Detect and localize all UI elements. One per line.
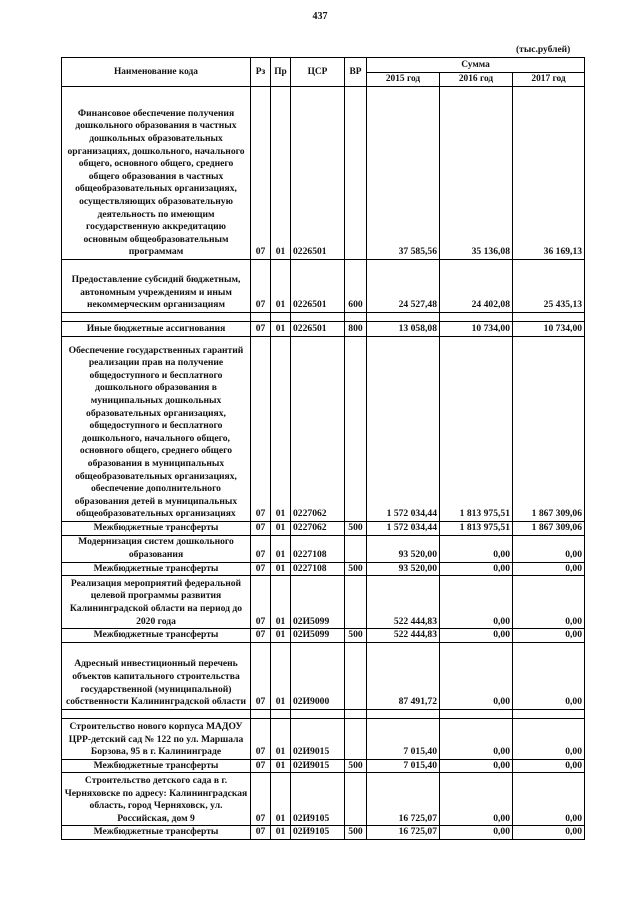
row-vr bbox=[345, 535, 367, 562]
row-rz: 07 bbox=[251, 535, 271, 562]
table-row bbox=[62, 562, 585, 576]
row-2017: 1 867 309,06 bbox=[513, 337, 585, 522]
header-pr: Пр bbox=[271, 58, 291, 87]
row-2016: 24 402,08 bbox=[440, 260, 513, 313]
row-pr: 01 bbox=[271, 718, 291, 759]
row-pr: 01 bbox=[271, 322, 291, 337]
header-year-2015: 2015 год bbox=[367, 73, 440, 87]
row-rz: 07 bbox=[251, 718, 271, 759]
row-rz: 07 bbox=[251, 642, 271, 709]
row-2015: 87 491,72 bbox=[367, 642, 440, 709]
row-csr: 0227108 bbox=[291, 535, 345, 562]
row-rz: 07 bbox=[251, 562, 271, 576]
table-row bbox=[62, 260, 585, 313]
row-vr: 500 bbox=[345, 629, 367, 643]
row-2017: 10 734,00 bbox=[513, 322, 585, 337]
row-2017: 0,00 bbox=[513, 642, 585, 709]
row-2016: 0,00 bbox=[440, 629, 513, 643]
row-rz: 07 bbox=[251, 826, 271, 840]
row-rz: 07 bbox=[251, 337, 271, 522]
row-pr: 01 bbox=[271, 759, 291, 773]
row-vr: 500 bbox=[345, 759, 367, 773]
row-vr bbox=[345, 87, 367, 260]
row-rz: 07 bbox=[251, 773, 271, 826]
table-row bbox=[62, 773, 585, 826]
row-csr: 0227062 bbox=[291, 337, 345, 522]
row-2015: 13 058,08 bbox=[367, 322, 440, 337]
row-2016: 0,00 bbox=[440, 826, 513, 840]
row-vr: 800 bbox=[345, 322, 367, 337]
row-pr: 01 bbox=[271, 826, 291, 840]
page-number: 437 bbox=[312, 11, 328, 22]
table-row bbox=[62, 522, 585, 536]
row-2015: 93 520,00 bbox=[367, 562, 440, 576]
table-row bbox=[62, 759, 585, 773]
row-pr: 01 bbox=[271, 629, 291, 643]
row-2016: 0,00 bbox=[440, 562, 513, 576]
row-2016: 0,00 bbox=[440, 642, 513, 709]
row-csr: 02И9105 bbox=[291, 773, 345, 826]
header-year-2017: 2017 год bbox=[513, 73, 585, 87]
header-year-2016: 2016 год bbox=[440, 73, 513, 87]
header-csr: ЦСР bbox=[291, 58, 345, 87]
row-name: Межбюджетные трансферты bbox=[62, 522, 251, 536]
row-pr: 01 bbox=[271, 642, 291, 709]
row-vr: 600 bbox=[345, 260, 367, 313]
row-2017: 0,00 bbox=[513, 718, 585, 759]
row-name: Обеспечение государственных гарантий реализации прав на получение общедоступного и бесплатного дошкольного образования в муниципальных дошкольных образовательных организациях, общедоступного и бесплатного дошкольного, начального общего, основного общего, среднего общего образования в муниципальных общеобразовательных организациях, обеспечение дополнительного образования детей в муниципальных общеобразовательных организациях bbox=[62, 337, 251, 522]
row-rz: 07 bbox=[251, 87, 271, 260]
row-csr: 02И9015 bbox=[291, 718, 345, 759]
row-2017: 0,00 bbox=[513, 576, 585, 629]
row-rz: 07 bbox=[251, 576, 271, 629]
row-csr: 02И5099 bbox=[291, 629, 345, 643]
table-row bbox=[62, 535, 585, 562]
budget-table bbox=[61, 57, 585, 840]
row-rz: 07 bbox=[251, 260, 271, 313]
row-2015: 16 725,07 bbox=[367, 773, 440, 826]
row-2016: 1 813 975,51 bbox=[440, 522, 513, 536]
row-pr: 01 bbox=[271, 773, 291, 826]
row-2015: 16 725,07 bbox=[367, 826, 440, 840]
row-name: Межбюджетные трансферты bbox=[62, 562, 251, 576]
row-name: Финансовое обеспечение получения дошкольного образования в частных дошкольных образовательных организациях, дошкольного, начального общего, основного общего, среднего общего образования в частных общеобразовательных организациях, осуществляющих образовательную деятельность по имеющим государственную аккредитацию основным общеобразовательным программам bbox=[62, 87, 251, 260]
row-2016: 0,00 bbox=[440, 718, 513, 759]
row-2016: 35 136,08 bbox=[440, 87, 513, 260]
row-2016: 10 734,00 bbox=[440, 322, 513, 337]
row-name: Межбюджетные трансферты bbox=[62, 759, 251, 773]
row-2017: 0,00 bbox=[513, 562, 585, 576]
row-pr: 01 bbox=[271, 562, 291, 576]
table-row bbox=[62, 826, 585, 840]
row-name: Предоставление субсидий бюджетным, автономным учреждениям и иным некоммерческим организациям bbox=[62, 260, 251, 313]
row-csr: 0227062 bbox=[291, 522, 345, 536]
row-pr: 01 bbox=[271, 260, 291, 313]
row-csr: 0227108 bbox=[291, 562, 345, 576]
row-vr bbox=[345, 337, 367, 522]
row-2015: 93 520,00 bbox=[367, 535, 440, 562]
row-2015: 1 572 034,44 bbox=[367, 337, 440, 522]
header-vr: ВР bbox=[345, 58, 367, 87]
row-rz: 07 bbox=[251, 322, 271, 337]
row-vr bbox=[345, 576, 367, 629]
row-rz: 07 bbox=[251, 759, 271, 773]
row-2015: 37 585,56 bbox=[367, 87, 440, 260]
row-2015: 522 444,83 bbox=[367, 576, 440, 629]
row-2015: 7 015,40 bbox=[367, 718, 440, 759]
row-vr: 500 bbox=[345, 826, 367, 840]
row-csr: 0226501 bbox=[291, 322, 345, 337]
row-rz: 07 bbox=[251, 522, 271, 536]
row-2016: 0,00 bbox=[440, 576, 513, 629]
spacer-row bbox=[62, 709, 585, 718]
header-sum: Сумма bbox=[367, 58, 585, 73]
row-2017: 1 867 309,06 bbox=[513, 522, 585, 536]
header-name: Наименование кода bbox=[62, 58, 251, 87]
row-name: Реализация мероприятий федеральной целевой программы развития Калининградской области на период до 2020 года bbox=[62, 576, 251, 629]
row-name: Адресный инвестиционный перечень объектов капитального строительства государственной (муниципальной) собственности Калининградской области bbox=[62, 642, 251, 709]
row-csr: 02И9000 bbox=[291, 642, 345, 709]
spacer-row bbox=[62, 313, 585, 322]
table-row bbox=[62, 87, 585, 260]
row-name: Строительство детского сада в г. Черняховске по адресу: Калининградская область, город Черняховск, ул. Российская, дом 9 bbox=[62, 773, 251, 826]
row-2017: 0,00 bbox=[513, 759, 585, 773]
row-rz: 07 bbox=[251, 629, 271, 643]
row-vr bbox=[345, 773, 367, 826]
row-pr: 01 bbox=[271, 576, 291, 629]
row-2015: 7 015,40 bbox=[367, 759, 440, 773]
table-row bbox=[62, 629, 585, 643]
row-2017: 0,00 bbox=[513, 535, 585, 562]
row-vr bbox=[345, 642, 367, 709]
header-rz: Рз bbox=[251, 58, 271, 87]
row-pr: 01 bbox=[271, 87, 291, 260]
row-2017: 0,00 bbox=[513, 773, 585, 826]
table-row bbox=[62, 576, 585, 629]
row-2016: 0,00 bbox=[440, 535, 513, 562]
row-pr: 01 bbox=[271, 522, 291, 536]
row-2017: 0,00 bbox=[513, 826, 585, 840]
row-2015: 522 444,83 bbox=[367, 629, 440, 643]
table-row bbox=[62, 337, 585, 522]
table-row bbox=[62, 322, 585, 337]
table-row bbox=[62, 642, 585, 709]
units-note: (тыс.рублей) bbox=[516, 45, 571, 55]
row-2017: 25 435,13 bbox=[513, 260, 585, 313]
row-name: Межбюджетные трансферты bbox=[62, 826, 251, 840]
row-pr: 01 bbox=[271, 535, 291, 562]
table-row bbox=[62, 718, 585, 759]
row-name: Строительство нового корпуса МАДОУ ЦРР-детский сад № 122 по ул. Маршала Борзова, 95 в г. Калининграде bbox=[62, 718, 251, 759]
row-name: Модернизация систем дошкольного образования bbox=[62, 535, 251, 562]
row-vr: 500 bbox=[345, 562, 367, 576]
row-2015: 24 527,48 bbox=[367, 260, 440, 313]
row-name: Межбюджетные трансферты bbox=[62, 629, 251, 643]
row-csr: 0226501 bbox=[291, 87, 345, 260]
row-2016: 0,00 bbox=[440, 773, 513, 826]
row-csr: 02И9105 bbox=[291, 826, 345, 840]
row-2015: 1 572 034,44 bbox=[367, 522, 440, 536]
row-csr: 02И5099 bbox=[291, 576, 345, 629]
row-csr: 02И9015 bbox=[291, 759, 345, 773]
row-2016: 0,00 bbox=[440, 759, 513, 773]
row-name: Иные бюджетные ассигнования bbox=[62, 322, 251, 337]
row-2017: 36 169,13 bbox=[513, 87, 585, 260]
row-csr: 0226501 bbox=[291, 260, 345, 313]
row-2016: 1 813 975,51 bbox=[440, 337, 513, 522]
row-pr: 01 bbox=[271, 337, 291, 522]
row-vr: 500 bbox=[345, 522, 367, 536]
row-vr bbox=[345, 718, 367, 759]
row-2017: 0,00 bbox=[513, 629, 585, 643]
